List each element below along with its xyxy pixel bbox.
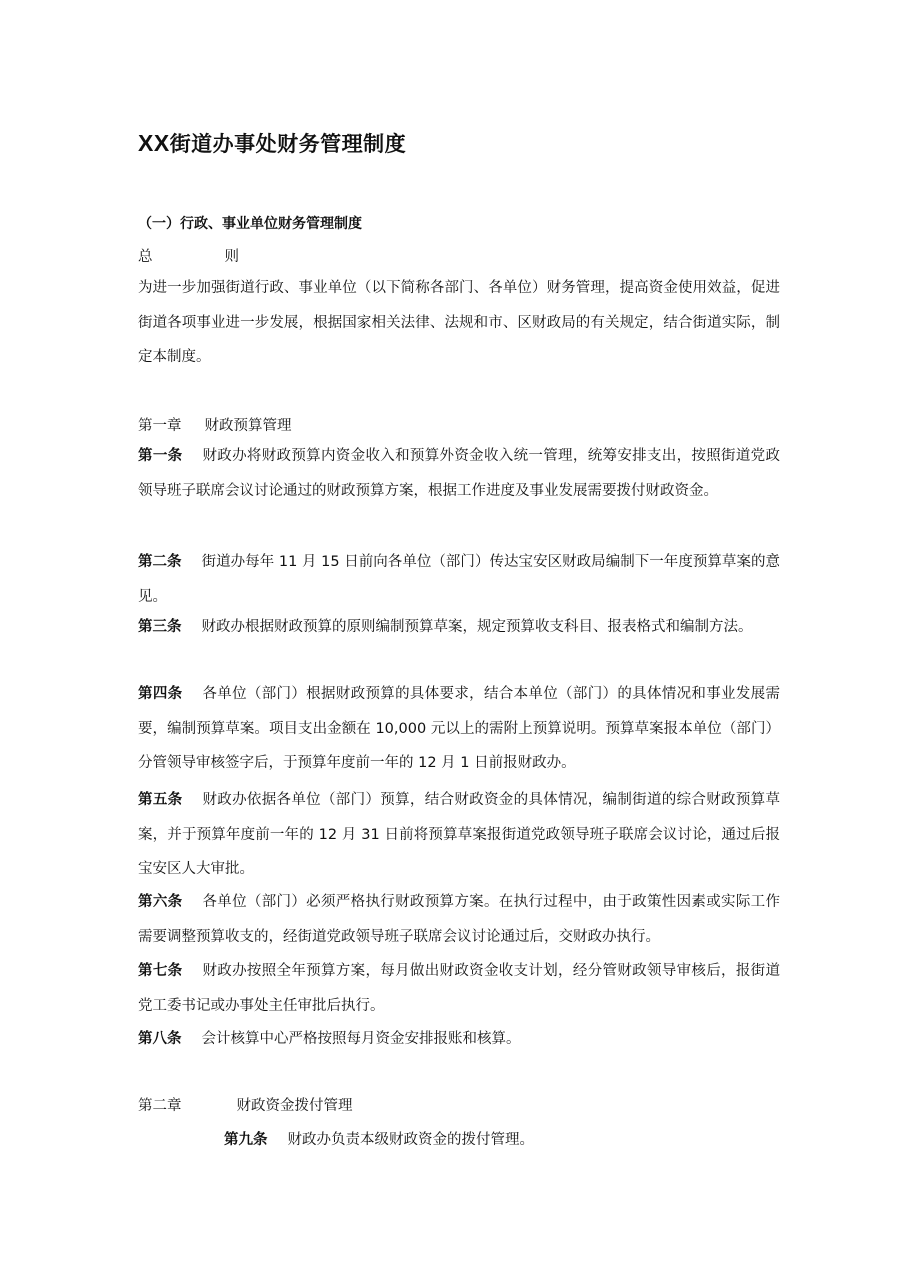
article-5: 第五条 财政办依据各单位（部门）预算，结合财政资金的具体情况，编制街道的综合财政预算草案，并于预算年度前一年的 12 月 31 日前将预算草案报街道党政领导班子联席会议讨论，通过后报宝安区人大审批。 — [138, 792, 780, 877]
article-6: 第六条 各单位（部门）必须严格执行财政预算方案。在执行过程中，由于政策性因素或实际工作需要调整预算收支的，经街道党政领导班子联席会议讨论通过后，交财政办执行。 — [138, 894, 780, 945]
article-9: 第九条 财政办负责本级财政资金的拨付管理。 — [224, 1132, 534, 1148]
article-7: 第七条 财政办按照全年预算方案，每月做出财政资金收支计划，经分管财政领导审核后，报街道党工委书记或办事处主任审批后执行。 — [138, 963, 780, 1014]
section-title: （一）行政、事业单位财务管理制度 — [138, 216, 362, 232]
chapter-1-heading: 第一章 财政预算管理 — [138, 418, 292, 434]
document-title: XX街道办事处财务管理制度 — [138, 130, 407, 156]
article-3: 第三条 财政办根据财政预算的原则编制预算草案，规定预算收支科目、报表格式和编制方法。 — [138, 619, 753, 635]
article-4: 第四条 各单位（部门）根据财政预算的具体要求，结合本单位（部门）的具体情况和事业发展需要，编制预算草案。项目支出金额在 10,000 元以上的需附上预算说明。预算草案报本单位（部门）分管领导审核签字后，于预算年度前一年的 12 月 1 日前报财政办。 — [138, 686, 780, 771]
article-8: 第八条 会计核算中心严格按照每月资金安排报账和核算。 — [138, 1031, 521, 1047]
chapter-2-heading: 第二章 财政资金拨付管理 — [138, 1098, 353, 1114]
general-provisions-heading: 总 则 — [138, 249, 239, 265]
article-2: 第二条 街道办每年 11 月 15 日前向各单位（部门）传达宝安区财政局编制下一年度预算草案的意见。 — [138, 554, 781, 605]
article-1: 第一条 财政办将财政预算内资金收入和预算外资金收入统一管理，统筹安排支出，按照街道党政领导班子联席会议讨论通过的财政预算方案，根据工作进度及事业发展需要拨付财政资金。 — [138, 448, 780, 499]
intro-paragraph: 为进一步加强街道行政、事业单位（以下简称各部门、各单位）财务管理，提高资金使用效益，促进街道各项事业进一步发展，根据国家相关法律、法规和市、区财政局的有关规定，结合街道实际，制定本制度。 — [138, 280, 780, 365]
